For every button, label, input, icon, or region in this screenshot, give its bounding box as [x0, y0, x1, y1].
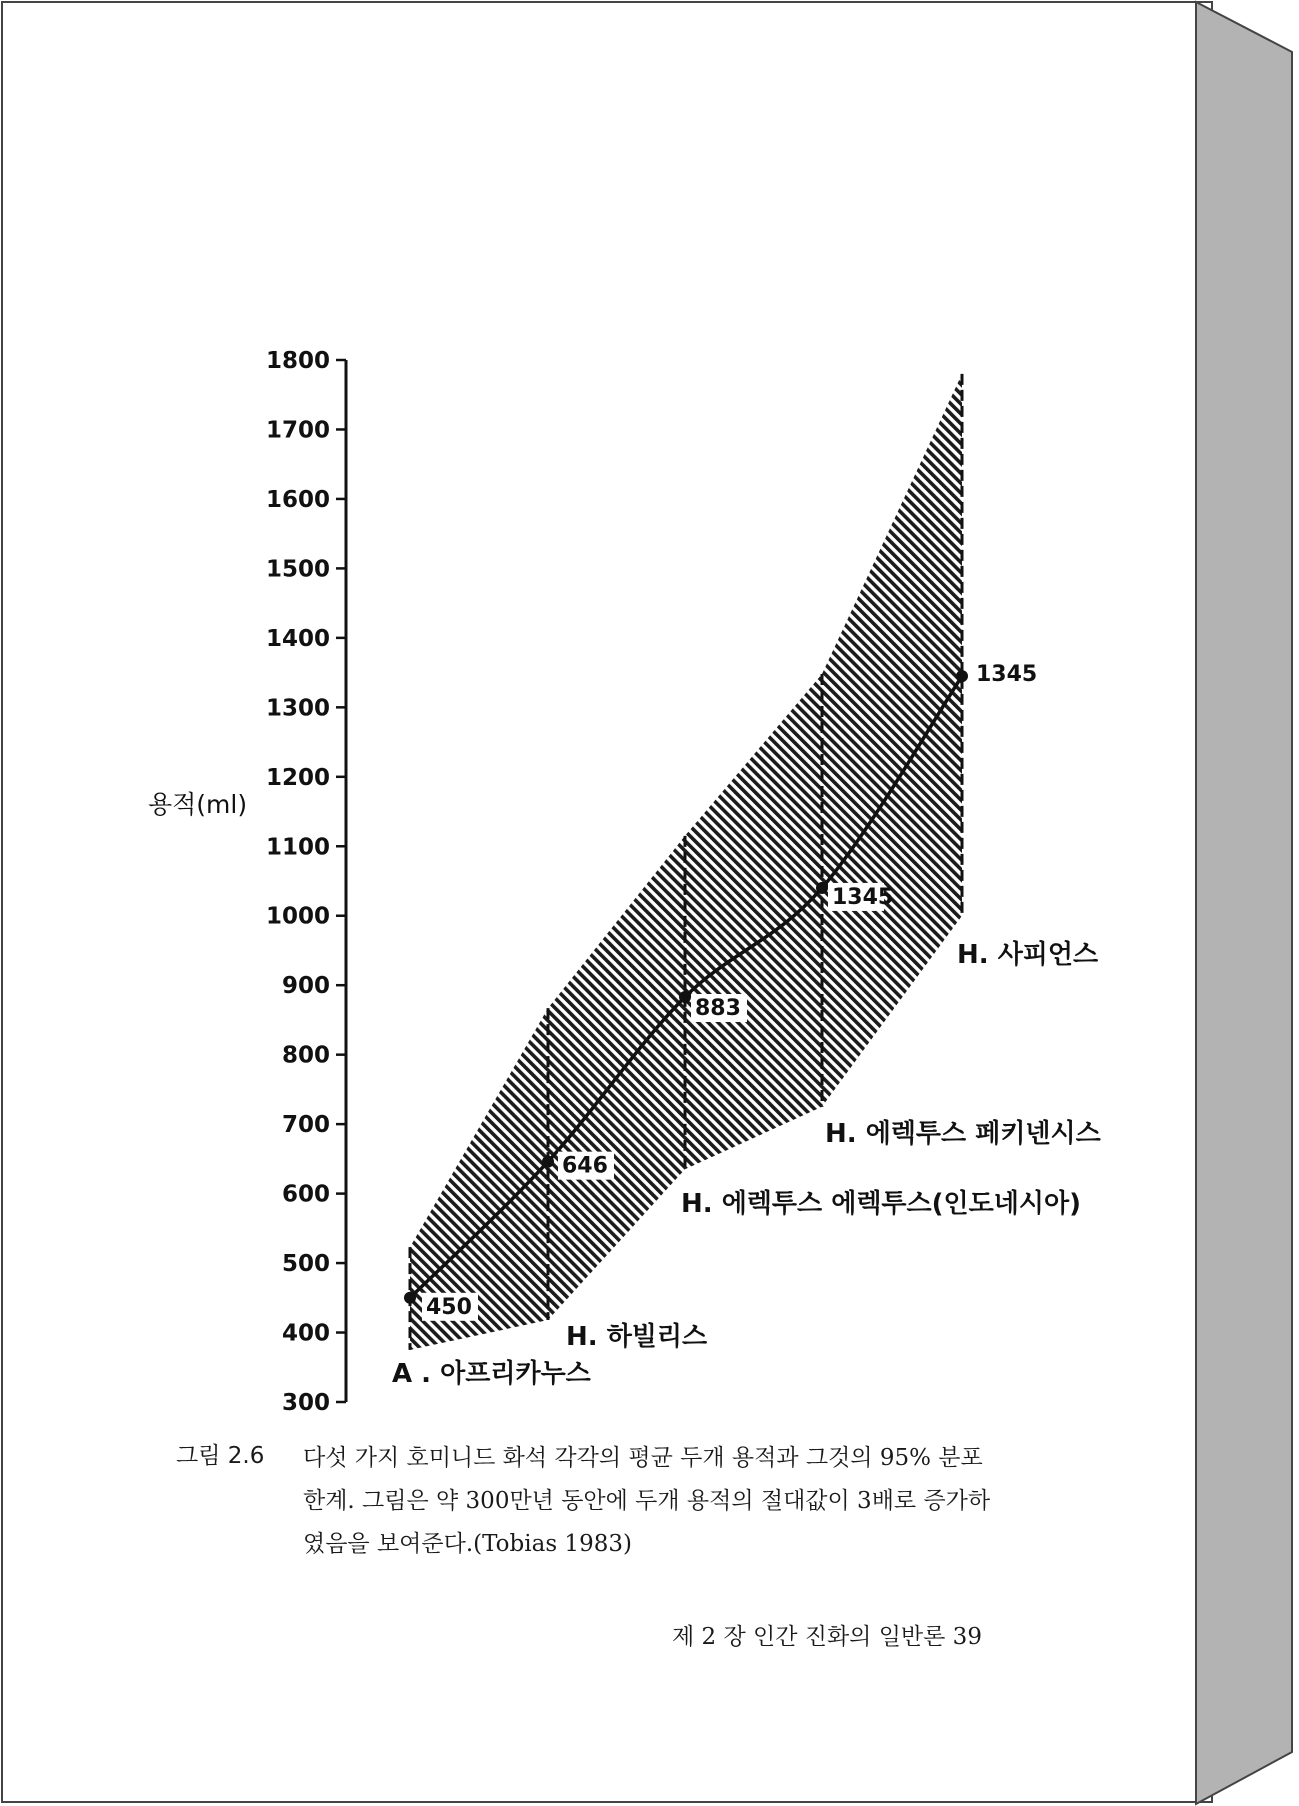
data-point — [956, 670, 968, 682]
running-footer: 제 2 장 인간 진화의 일반론 39 — [672, 1624, 982, 1650]
y-tick-label: 500 — [281, 1251, 330, 1278]
data-label: 646 — [562, 1153, 608, 1179]
y-tick-label: 400 — [281, 1320, 330, 1347]
taxon-label: H. 하빌리스 — [566, 1322, 708, 1352]
data-label: 1345 — [976, 662, 1038, 688]
data-point — [816, 882, 828, 894]
y-tick-label: 800 — [281, 1042, 330, 1069]
y-tick-label: 600 — [281, 1181, 330, 1208]
taxon-label: H. 에렉투스 에렉투스(인도네시아) — [681, 1189, 1082, 1219]
figure-caption — [303, 1437, 1083, 1566]
data-point — [404, 1292, 416, 1304]
y-axis-label: 용적(ml) — [148, 790, 248, 819]
data-point — [679, 991, 691, 1003]
taxon-label: A . 아프리카누스 — [392, 1359, 591, 1389]
data-label: 1345 — [832, 884, 894, 910]
y-tick-label: 1400 — [265, 625, 330, 652]
caption-line: 였음을 보여준다.(Tobias 1983) — [303, 1531, 632, 1557]
caption-line: 다섯 가지 호미니드 화석 각각의 평균 두개 용적과 그것의 95% 분포 — [303, 1445, 983, 1471]
taxon-label: H. 에렉투스 페키넨시스 — [825, 1119, 1101, 1149]
data-label: 883 — [695, 996, 741, 1022]
y-tick-label: 1500 — [265, 556, 330, 583]
y-tick-label: 1000 — [265, 903, 330, 930]
data-label: 450 — [426, 1294, 472, 1320]
y-tick-label: 1700 — [265, 417, 330, 444]
figure-number: 그림 2.6 — [176, 1443, 265, 1469]
data-point — [542, 1156, 554, 1168]
y-tick-label: 1800 — [265, 348, 330, 374]
y-tick-label: 1100 — [265, 834, 330, 861]
y-tick-label: 1200 — [265, 764, 330, 791]
y-tick-label: 700 — [281, 1112, 330, 1139]
y-tick-label: 1300 — [265, 695, 330, 722]
y-tick-label: 300 — [281, 1390, 330, 1416]
taxon-label: H. 사피언스 — [957, 940, 1099, 970]
y-tick-label: 900 — [281, 973, 330, 1000]
y-tick-label: 1600 — [265, 486, 330, 513]
caption-line: 한계. 그림은 약 300만년 동안에 두개 용적의 절대값이 3배로 증가하 — [303, 1488, 991, 1514]
